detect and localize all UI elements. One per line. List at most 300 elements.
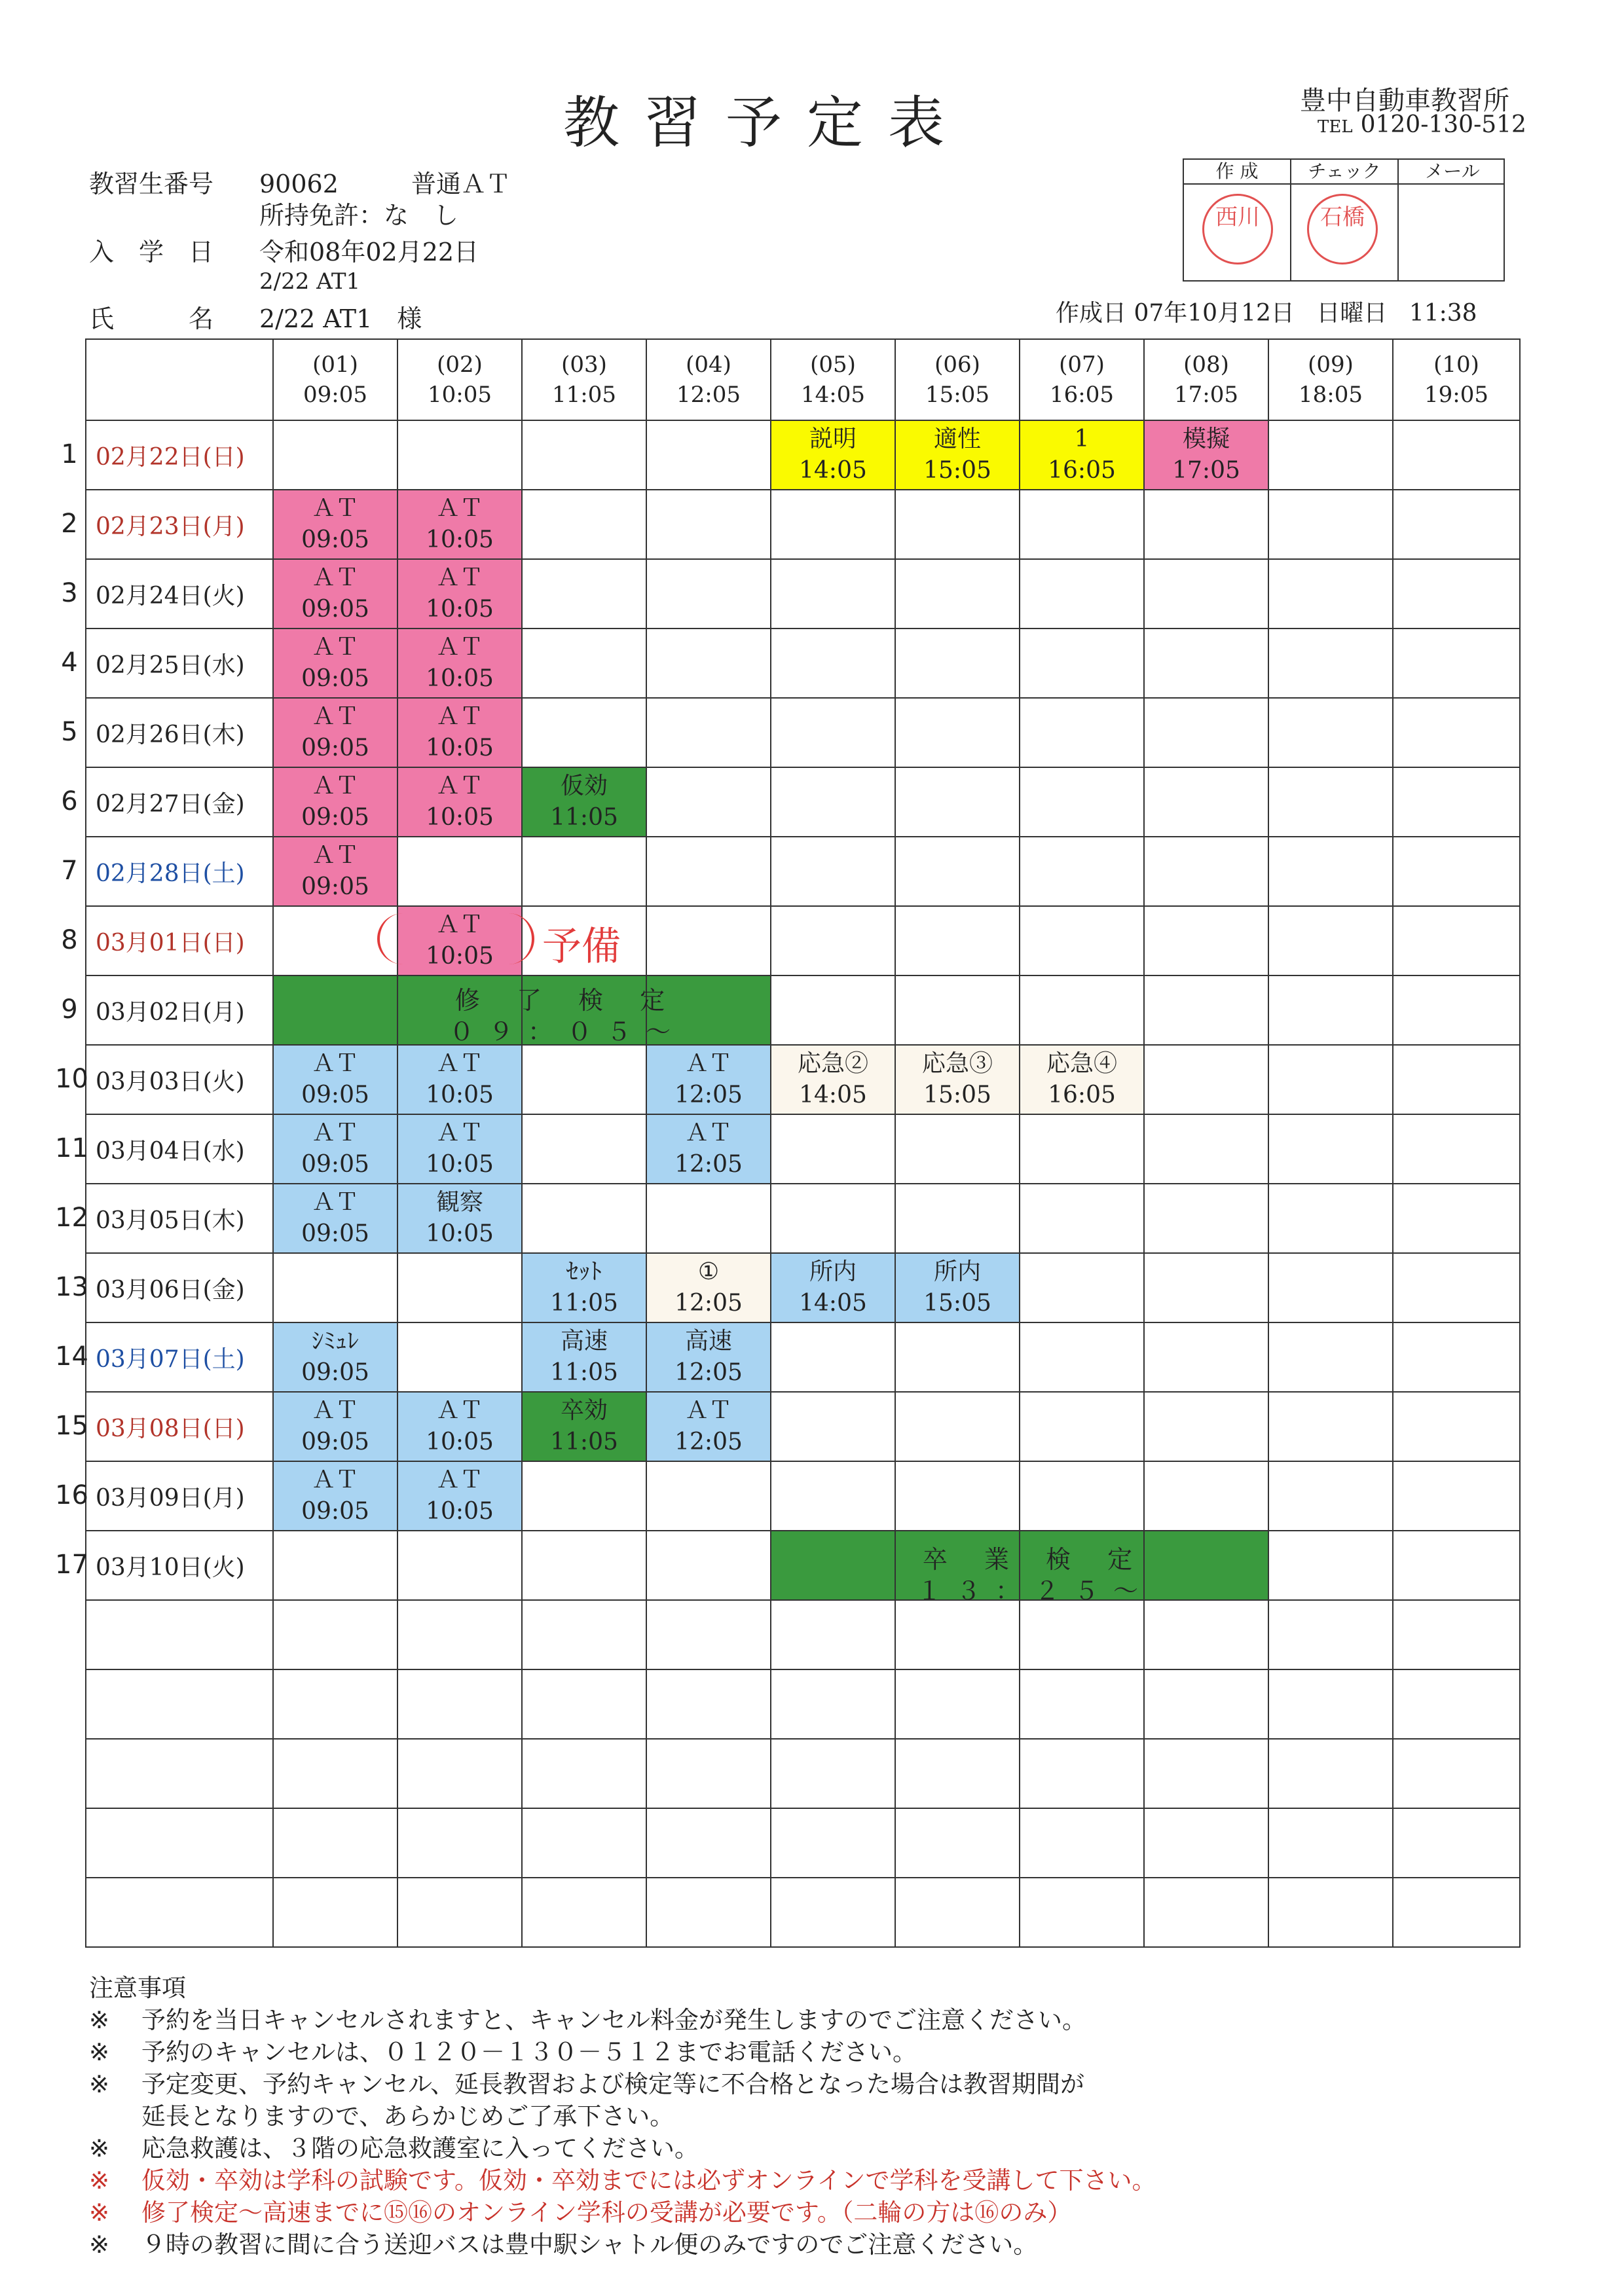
schedule-cell[interactable] <box>646 1600 771 1669</box>
schedule-cell[interactable] <box>771 1461 895 1531</box>
column-number: (05) <box>810 352 856 378</box>
column-time: 09:05 <box>303 382 367 408</box>
schedule-cell[interactable] <box>1020 1600 1144 1669</box>
schedule-cell[interactable] <box>397 1114 522 1184</box>
schedule-cell[interactable] <box>646 1878 771 1947</box>
schedule-cell[interactable] <box>771 1114 895 1184</box>
row-number: 9 <box>61 994 78 1025</box>
schedule-cell[interactable] <box>771 906 895 975</box>
schedule-cell[interactable] <box>1144 1184 1268 1253</box>
schedule-cell[interactable] <box>1268 1392 1393 1461</box>
handwritten-note: 予備 <box>542 924 621 970</box>
tel-label: TEL <box>1318 117 1353 137</box>
schedule-cell[interactable] <box>1144 1600 1268 1669</box>
schedule-cell[interactable] <box>646 1184 771 1253</box>
schedule-cell[interactable] <box>771 1253 895 1322</box>
schedule-cell[interactable] <box>1393 559 1520 629</box>
schedule-cell[interactable] <box>771 1045 895 1114</box>
schedule-cell[interactable] <box>1020 1392 1144 1461</box>
schedule-cell[interactable] <box>646 698 771 767</box>
row-date: 02月23日(月) <box>86 490 273 559</box>
row-number: 7 <box>61 856 78 886</box>
schedule-cell[interactable] <box>646 1739 771 1808</box>
schedule-cell[interactable] <box>895 1045 1020 1114</box>
row-date <box>86 1808 273 1878</box>
schedule-cell[interactable] <box>397 490 522 559</box>
schedule-cell[interactable] <box>771 559 895 629</box>
schedule-cell[interactable] <box>1393 698 1520 767</box>
schedule-cell[interactable] <box>895 1322 1020 1392</box>
schedule-cell[interactable] <box>895 1461 1020 1531</box>
schedule-cell[interactable] <box>273 975 397 1045</box>
schedule-cell[interactable] <box>397 1600 522 1669</box>
schedule-cell[interactable] <box>1268 490 1393 559</box>
schedule-cell[interactable] <box>397 420 522 490</box>
schedule-cell[interactable] <box>1268 906 1393 975</box>
schedule-cell[interactable] <box>1268 559 1393 629</box>
lesson-time: 11:05 <box>550 1290 618 1317</box>
created-line <box>1056 295 1477 328</box>
schedule-cell[interactable] <box>1268 1669 1393 1739</box>
note-mark: ※ <box>89 2006 110 2034</box>
note-mark: ※ <box>89 2231 110 2259</box>
note-text: ９時の教習に間に合う送迎バスは豊中駅シャトル便のみですのでご注意ください。 <box>141 2231 1038 2259</box>
lesson-time: 12:05 <box>674 1082 743 1108</box>
schedule-cell[interactable] <box>895 975 1020 1045</box>
lesson-time: 16:05 <box>1048 457 1116 484</box>
lesson-time: 09:05 <box>301 873 369 900</box>
lesson-time: 10:05 <box>426 804 494 831</box>
schedule-cell[interactable] <box>1020 1045 1144 1114</box>
schedule-cell[interactable] <box>1020 906 1144 975</box>
schedule-cell[interactable] <box>1393 906 1520 975</box>
row-date: 02月27日(金) <box>86 767 273 837</box>
schedule-cell[interactable] <box>1020 490 1144 559</box>
schedule-cell[interactable] <box>1144 420 1268 490</box>
schedule-cell[interactable] <box>397 1669 522 1739</box>
schedule-cell[interactable] <box>1020 1322 1144 1392</box>
schedule-cell[interactable] <box>895 1669 1020 1739</box>
schedule-cell[interactable] <box>895 837 1020 906</box>
row-date: 03月06日(金) <box>86 1253 273 1322</box>
lesson-time: 12:05 <box>674 1290 743 1317</box>
schedule-cell[interactable] <box>1393 975 1520 1045</box>
schedule-cell[interactable] <box>646 1531 771 1600</box>
schedule-cell[interactable] <box>522 629 646 698</box>
header-corner-cell <box>86 339 273 420</box>
schedule-cell[interactable] <box>1144 837 1268 906</box>
note-item <box>89 2196 1156 2229</box>
schedule-cell[interactable] <box>646 490 771 559</box>
schedule-cell[interactable] <box>1020 1114 1144 1184</box>
license-line <box>259 195 458 231</box>
schedule-cell[interactable] <box>771 420 895 490</box>
schedule-cell[interactable] <box>1393 420 1520 490</box>
schedule-cell[interactable] <box>771 1739 895 1808</box>
schedule-cell[interactable] <box>646 1045 771 1114</box>
schedule-cell[interactable] <box>522 1114 646 1184</box>
schedule-cell[interactable] <box>273 1253 397 1322</box>
schedule-cell[interactable] <box>1268 629 1393 698</box>
schedule-cell[interactable] <box>397 837 522 906</box>
schedule-cell[interactable] <box>1393 1808 1520 1878</box>
column-number: (07) <box>1059 352 1105 378</box>
lesson-label: ＡＴ <box>311 1050 359 1077</box>
schedule-cell[interactable] <box>646 767 771 837</box>
note-text: 延長となりますので、あらかじめご了承下さい。 <box>141 2102 674 2130</box>
schedule-cell[interactable] <box>522 420 646 490</box>
schedule-cell[interactable] <box>522 1739 646 1808</box>
schedule-cell[interactable] <box>522 1600 646 1669</box>
schedule-cell[interactable] <box>771 1669 895 1739</box>
schedule-cell[interactable] <box>771 767 895 837</box>
schedule-cell[interactable] <box>895 629 1020 698</box>
column-header <box>522 339 646 420</box>
stamp-box <box>1183 158 1505 282</box>
lesson-time: 09:05 <box>301 735 369 761</box>
schedule-cell[interactable] <box>1393 490 1520 559</box>
schedule-cell[interactable] <box>895 906 1020 975</box>
schedule-cell[interactable] <box>1393 837 1520 906</box>
schedule-cell[interactable] <box>522 1531 646 1600</box>
lesson-label: 模擬 <box>1182 426 1230 452</box>
schedule-cell[interactable] <box>1144 1808 1268 1878</box>
schedule-cell[interactable] <box>522 1669 646 1739</box>
column-time: 10:05 <box>428 382 492 408</box>
schedule-cell[interactable] <box>1020 837 1144 906</box>
schedule-cell[interactable] <box>1020 1808 1144 1878</box>
schedule-cell[interactable] <box>1268 1461 1393 1531</box>
stamp-col-created <box>1184 160 1291 280</box>
schedule-cell[interactable] <box>1268 767 1393 837</box>
lesson-label: ＡＴ <box>311 1189 359 1216</box>
schedule-cell[interactable] <box>895 1114 1020 1184</box>
schedule-cell[interactable] <box>522 767 646 837</box>
schedule-cell[interactable] <box>1020 629 1144 698</box>
column-number: (04) <box>686 352 731 378</box>
schedule-cell[interactable] <box>1144 1045 1268 1114</box>
schedule-cell[interactable] <box>522 698 646 767</box>
schedule-cell[interactable] <box>522 1253 646 1322</box>
schedule-cell[interactable] <box>1020 1669 1144 1739</box>
lesson-time: 10:05 <box>426 1082 494 1108</box>
schedule-cell[interactable] <box>397 1392 522 1461</box>
lesson-label: ＡＴ <box>311 1467 359 1493</box>
schedule-cell[interactable] <box>1393 1531 1520 1600</box>
schedule-cell[interactable] <box>1268 975 1393 1045</box>
schedule-cell[interactable] <box>273 1531 397 1600</box>
schedule-cell[interactable] <box>1020 1461 1144 1531</box>
row-date: 03月04日(水) <box>86 1114 273 1184</box>
schedule-cell[interactable] <box>273 1114 397 1184</box>
schedule-cell[interactable] <box>1020 975 1144 1045</box>
schedule-cell[interactable] <box>1393 1253 1520 1322</box>
schedule-cell[interactable] <box>397 767 522 837</box>
column-number: (08) <box>1183 352 1229 378</box>
schedule-cell[interactable] <box>397 1184 522 1253</box>
schedule-cell[interactable] <box>1020 767 1144 837</box>
schedule-cell[interactable] <box>1393 1461 1520 1531</box>
schedule-cell[interactable] <box>522 490 646 559</box>
schedule-cell[interactable] <box>1020 1878 1144 1947</box>
schedule-cell[interactable] <box>273 1808 397 1878</box>
schedule-cell[interactable] <box>646 1461 771 1531</box>
schedule-cell[interactable] <box>1393 1878 1520 1947</box>
schedule-table <box>85 338 1521 1948</box>
schedule-cell[interactable] <box>522 1322 646 1392</box>
lesson-label: ＡＴ <box>435 703 483 730</box>
schedule-cell[interactable] <box>522 1392 646 1461</box>
shuryo-exam-title: 修 了 検 定 <box>454 986 680 1015</box>
lesson-time: 12:05 <box>674 1359 743 1386</box>
schedule-cell[interactable] <box>1020 1184 1144 1253</box>
schedule-cell[interactable] <box>646 629 771 698</box>
schedule-cell[interactable] <box>771 1878 895 1947</box>
lesson-label: ＡＴ <box>311 1120 359 1146</box>
schedule-cell[interactable] <box>646 1322 771 1392</box>
schedule-cell[interactable] <box>895 1392 1020 1461</box>
schedule-cell[interactable] <box>771 1392 895 1461</box>
seal-stamp-1: 西川 <box>1202 194 1273 264</box>
schedule-row <box>86 1322 1520 1392</box>
schedule-cell[interactable] <box>273 1669 397 1739</box>
row-date: 02月26日(木) <box>86 698 273 767</box>
schedule-cell[interactable] <box>1268 837 1393 906</box>
lesson-time: 11:05 <box>550 1359 618 1386</box>
note-item <box>89 2004 1156 2036</box>
schedule-cell[interactable] <box>273 837 397 906</box>
schedule-cell[interactable] <box>397 559 522 629</box>
schedule-cell[interactable] <box>522 559 646 629</box>
schedule-cell[interactable] <box>1144 1114 1268 1184</box>
course-name: 普通ＡＴ <box>411 170 511 198</box>
schedule-row <box>86 629 1520 698</box>
schedule-row <box>86 837 1520 906</box>
school-name: 豊中自動車教習所 <box>1300 86 1509 116</box>
column-time: 11:05 <box>552 382 616 408</box>
schedule-cell[interactable] <box>273 629 397 698</box>
schedule-cell[interactable] <box>1144 975 1268 1045</box>
schedule-cell[interactable] <box>1144 698 1268 767</box>
column-number: (10) <box>1433 352 1479 378</box>
schedule-cell[interactable] <box>397 629 522 698</box>
schedule-cell[interactable] <box>1268 698 1393 767</box>
schedule-cell[interactable] <box>895 767 1020 837</box>
schedule-cell[interactable] <box>771 1808 895 1878</box>
schedule-cell[interactable] <box>895 1253 1020 1322</box>
row-number: 8 <box>61 925 78 955</box>
schedule-cell[interactable] <box>273 1600 397 1669</box>
schedule-cell[interactable] <box>1393 767 1520 837</box>
schedule-cell[interactable] <box>273 1461 397 1531</box>
student-name: 2/22 AT1 様 <box>259 304 422 333</box>
schedule-cell[interactable] <box>522 1808 646 1878</box>
schedule-cell[interactable] <box>273 559 397 629</box>
schedule-cell[interactable] <box>1144 1739 1268 1808</box>
lesson-time: 09:05 <box>301 1498 369 1525</box>
schedule-cell[interactable] <box>273 420 397 490</box>
schedule-cell[interactable] <box>522 1184 646 1253</box>
schedule-cell[interactable] <box>522 837 646 906</box>
schedule-cell[interactable] <box>646 559 771 629</box>
schedule-cell[interactable] <box>1144 767 1268 837</box>
schedule-cell[interactable] <box>646 837 771 906</box>
schedule-cell[interactable] <box>397 1253 522 1322</box>
schedule-cell[interactable] <box>397 1461 522 1531</box>
lesson-time: 09:05 <box>301 1151 369 1178</box>
schedule-cell[interactable] <box>1268 420 1393 490</box>
schedule-cell[interactable] <box>273 490 397 559</box>
row-number: 10 <box>55 1064 88 1094</box>
schedule-cell[interactable] <box>1020 698 1144 767</box>
schedule-cell[interactable] <box>895 1184 1020 1253</box>
schedule-cell[interactable] <box>1393 1739 1520 1808</box>
schedule-cell[interactable] <box>397 1878 522 1947</box>
schedule-cell[interactable] <box>1020 420 1144 490</box>
lesson-time: 15:05 <box>923 1290 991 1317</box>
schedule-cell[interactable] <box>273 1392 397 1461</box>
row-number: 1 <box>61 439 78 469</box>
schedule-cell[interactable] <box>895 559 1020 629</box>
column-header-row <box>86 339 1520 420</box>
lesson-time: 10:05 <box>426 735 494 761</box>
schedule-cell[interactable] <box>646 1253 771 1322</box>
schedule-cell[interactable] <box>1144 1392 1268 1461</box>
lesson-time: 09:05 <box>301 1082 369 1108</box>
schedule-cell[interactable] <box>1144 559 1268 629</box>
note-mark: ※ <box>89 2038 110 2066</box>
schedule-cell[interactable] <box>522 1461 646 1531</box>
schedule-cell[interactable] <box>1268 1184 1393 1253</box>
schedule-cell[interactable] <box>1393 1669 1520 1739</box>
column-time: 18:05 <box>1299 382 1363 408</box>
created-time: 11:38 <box>1409 300 1477 327</box>
column-header <box>895 339 1020 420</box>
schedule-cell[interactable] <box>1393 1114 1520 1184</box>
schedule-cell[interactable] <box>1144 629 1268 698</box>
note-text: 予約を当日キャンセルされますと、キャンセル料金が発生しますのでご注意ください。 <box>141 2006 1086 2034</box>
column-time: 12:05 <box>676 382 741 408</box>
schedule-cell[interactable] <box>1268 1114 1393 1184</box>
schedule-cell[interactable] <box>646 1808 771 1878</box>
schedule-cell[interactable] <box>771 1600 895 1669</box>
lesson-label: ＡＴ <box>435 634 483 661</box>
schedule-cell[interactable] <box>1144 906 1268 975</box>
lesson-label: 高速 <box>560 1328 608 1355</box>
schedule-cell[interactable] <box>895 1600 1020 1669</box>
schedule-cell[interactable] <box>397 698 522 767</box>
schedule-cell[interactable] <box>895 490 1020 559</box>
schedule-cell[interactable] <box>273 1184 397 1253</box>
schedule-cell[interactable] <box>273 1322 397 1392</box>
schedule-cell[interactable] <box>1393 1045 1520 1114</box>
schedule-cell[interactable] <box>1144 1461 1268 1531</box>
schedule-cell[interactable] <box>1268 1045 1393 1114</box>
note-item <box>89 2036 1156 2068</box>
schedule-cell[interactable] <box>771 698 895 767</box>
schedule-cell[interactable] <box>273 698 397 767</box>
schedule-cell[interactable] <box>771 1322 895 1392</box>
schedule-cell[interactable] <box>1268 1253 1393 1322</box>
schedule-cell[interactable] <box>397 1808 522 1878</box>
schedule-cell[interactable] <box>1144 1669 1268 1739</box>
schedule-cell[interactable] <box>895 698 1020 767</box>
schedule-cell[interactable] <box>1393 1322 1520 1392</box>
schedule-cell[interactable] <box>895 1808 1020 1878</box>
page-title: 教習予定表 <box>563 90 969 156</box>
schedule-cell[interactable] <box>1144 1322 1268 1392</box>
schedule-cell[interactable] <box>1268 1531 1393 1600</box>
row-date <box>86 1878 273 1947</box>
schedule-cell[interactable] <box>522 1878 646 1947</box>
schedule-cell[interactable] <box>273 1739 397 1808</box>
row-number: 17 <box>55 1550 88 1580</box>
lesson-label: 仮効 <box>560 773 608 799</box>
schedule-cell[interactable] <box>397 1322 522 1392</box>
schedule-cell[interactable] <box>895 420 1020 490</box>
schedule-cell[interactable] <box>646 420 771 490</box>
schedule-cell[interactable] <box>1144 1253 1268 1322</box>
row-number: 16 <box>55 1480 88 1510</box>
schedule-cell[interactable] <box>1020 559 1144 629</box>
lesson-label: 適性 <box>933 426 981 452</box>
schedule-cell[interactable] <box>771 629 895 698</box>
schedule-cell[interactable] <box>397 1531 522 1600</box>
schedule-cell[interactable] <box>895 1739 1020 1808</box>
schedule-cell[interactable] <box>1268 1808 1393 1878</box>
schedule-cell[interactable] <box>771 975 895 1045</box>
schedule-cell[interactable] <box>1268 1878 1393 1947</box>
schedule-cell[interactable] <box>1020 1253 1144 1322</box>
column-header <box>1144 339 1268 420</box>
schedule-cell[interactable] <box>771 490 895 559</box>
schedule-cell[interactable] <box>1393 629 1520 698</box>
row-date: 03月01日(日) <box>86 906 273 975</box>
schedule-cell[interactable] <box>771 837 895 906</box>
schedule-cell[interactable] <box>397 1739 522 1808</box>
schedule-cell[interactable] <box>522 1045 646 1114</box>
lesson-time: 10:05 <box>426 1498 494 1525</box>
schedule-cell[interactable] <box>397 1045 522 1114</box>
schedule-cell[interactable] <box>273 1045 397 1114</box>
schedule-cell[interactable] <box>1268 1600 1393 1669</box>
schedule-cell[interactable] <box>1020 1739 1144 1808</box>
schedule-cell[interactable] <box>1393 1392 1520 1461</box>
schedule-cell[interactable] <box>646 1392 771 1461</box>
lesson-time: 12:05 <box>674 1429 743 1455</box>
schedule-cell[interactable] <box>1268 1322 1393 1392</box>
lesson-label: ＡＴ <box>311 564 359 591</box>
schedule-cell[interactable] <box>273 1878 397 1947</box>
schedule-cell[interactable] <box>646 1114 771 1184</box>
schedule-cell[interactable] <box>1144 1878 1268 1947</box>
schedule-cell[interactable] <box>1393 1600 1520 1669</box>
schedule-cell[interactable] <box>1268 1739 1393 1808</box>
stamp-col-mail <box>1399 160 1506 280</box>
column-number: (09) <box>1308 352 1354 378</box>
schedule-cell[interactable] <box>1144 490 1268 559</box>
schedule-cell[interactable] <box>771 1184 895 1253</box>
schedule-cell[interactable] <box>646 1669 771 1739</box>
lesson-time: 17:05 <box>1172 457 1240 484</box>
schedule-cell[interactable] <box>895 1878 1020 1947</box>
schedule-cell[interactable] <box>273 767 397 837</box>
row-number: 3 <box>61 578 78 608</box>
schedule-cell[interactable] <box>1393 1184 1520 1253</box>
schedule-cell[interactable] <box>646 906 771 975</box>
note-mark: ※ <box>89 2166 110 2195</box>
lesson-time: 11:05 <box>550 804 618 831</box>
